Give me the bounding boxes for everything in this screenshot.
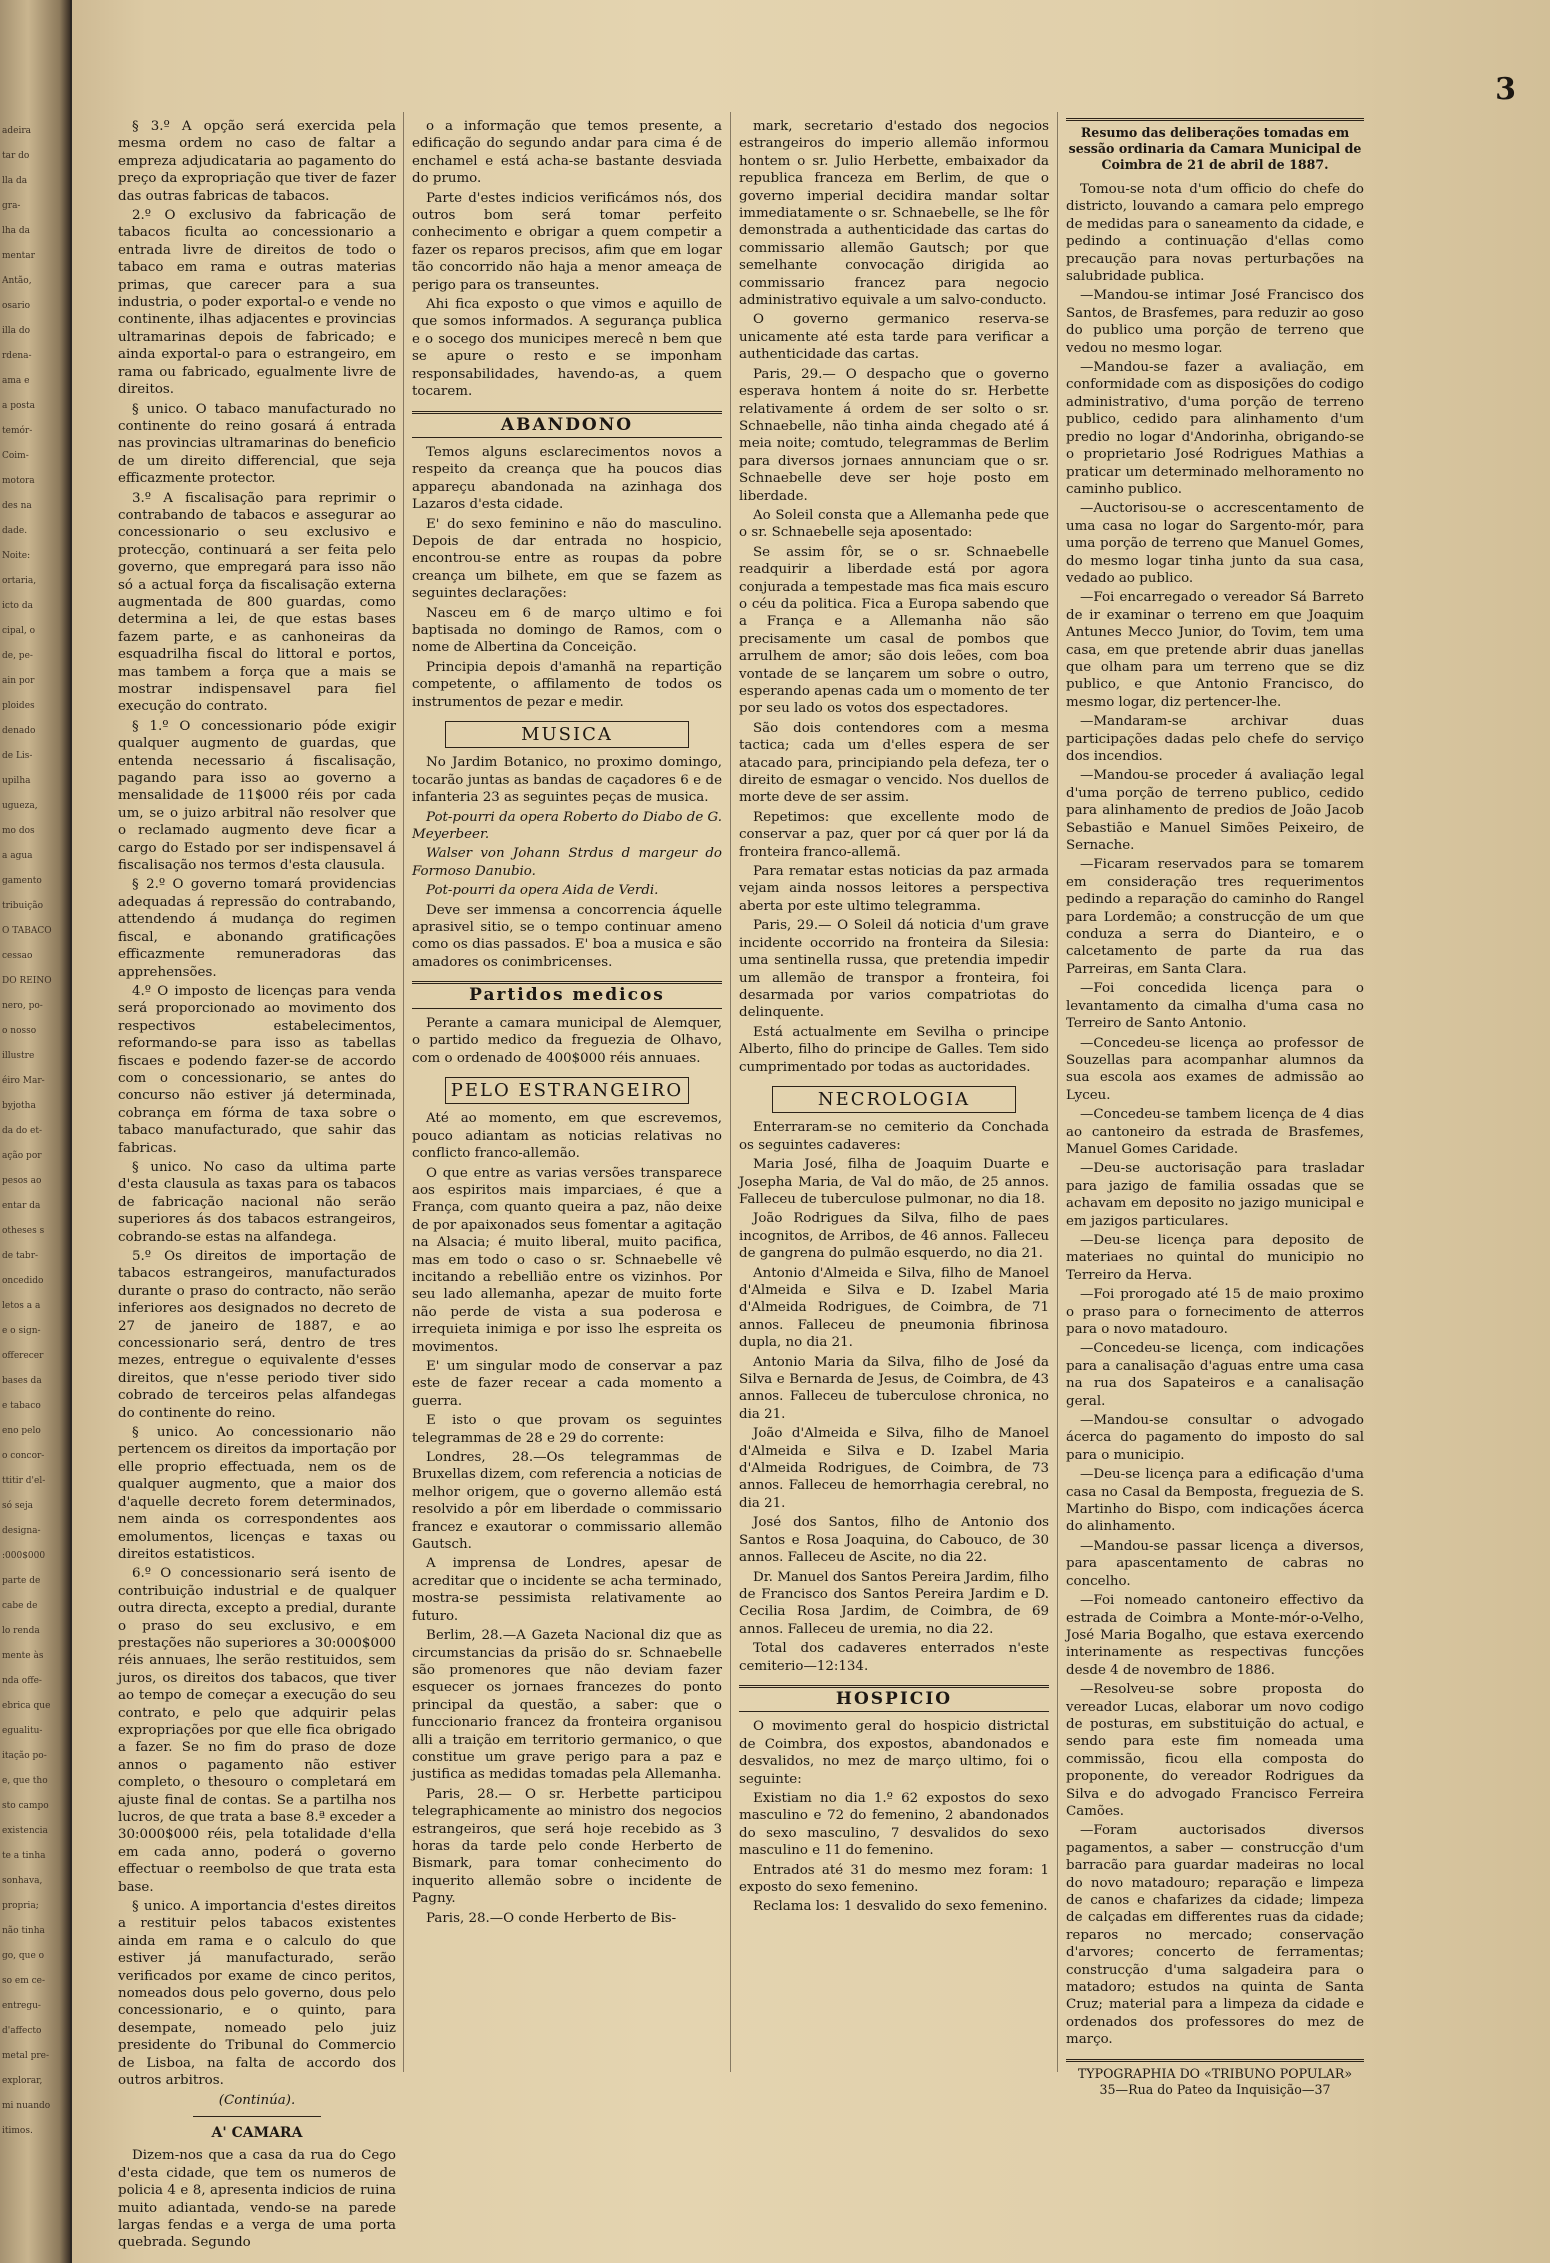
paragraph: § unico. O tabaco manufacturado no continente do reino gosará á entrada nas provincias ultramarinas do beneficio de um direito differencial, que seja efficazmente protector. bbox=[118, 401, 396, 487]
column-rule bbox=[403, 112, 404, 2072]
necrologia-entry: João d'Almeida e Silva, filho de Manoel d'Almeida e Silva e D. Izabel Maria d'Almeida Rodrigues, de Coimbra, de 73 annos. Falleceu de hemorrhagia cerebral, no dia 21. bbox=[739, 1426, 1049, 1511]
deliberation-item: —Foi encarregado o vereador Sá Barreto de ir examinar o terreno em que Joaquim Antunes Mecco Junior, do Tovim, tem uma casa, em que pretende abrir duas janellas que olham para um terreno que se diz publico, e que Antonio Francisco, do mesmo logar, diz pertencer-lhe. bbox=[1066, 590, 1364, 710]
paragraph: § 1.º O concessionario póde exigir qualquer augmento de guardas, que entenda necessario á fiscalisação, pagando para isso ao governo a mensalidade de 11$000 réis por cada um, se o juizo arbitral não resolver que o reclamado augmento deve ficar a cargo do Estado por ser indispensavel á fiscalisação nos termos d'esta clausula. bbox=[118, 718, 396, 874]
paragraph: E' do sexo feminino e não do masculino. Depois de dar entrada no hospicio, encontrou-se entre as roupas da pobre creança um bilhete, em que se fazem as seguintes declarações: bbox=[412, 516, 722, 602]
paragraph: O movimento geral do hospicio districtal de Coimbra, dos expostos, abandonados e desvalidos, no mez de março ultimo, foi o seguinte: bbox=[739, 1719, 1049, 1787]
necrologia-entry: Maria José, filha de Joaquim Duarte e Josepha Maria, de Val do mão, de 25 annos. Falleceu de tuberculose pulmonar, no dia 18. bbox=[739, 1157, 1049, 1207]
left-page-fragment: de Lis- bbox=[2, 751, 33, 761]
deliberation-item: —Auctorisou-se o accrescentamento de uma casa no logar do Sargento-mór, para uma porção de terreno que Manuel Gomes, do mesmo logar tinha junto da sua casa, vedado ao publico. bbox=[1066, 501, 1364, 586]
left-page-fragment: letos a a bbox=[2, 1301, 41, 1311]
deliberation-item: —Mandaram-se archivar duas participações dadas pelo chefe do serviço dos incendios. bbox=[1066, 714, 1364, 764]
left-page-fragment: metal pre- bbox=[2, 2051, 50, 2061]
deliberation-item: —Concedeu-se tambem licença de 4 dias ao cantoneiro da estrada de Brasfemes, Manuel Gomes Caridade. bbox=[1066, 1107, 1364, 1157]
camara-resumo-heading: Resumo das deliberações tomadas em sessão ordinaria da Camara Municipal de Coimbra de 21 de abril de 1887. bbox=[1068, 125, 1362, 172]
deliberation-item: —Foi nomeado cantoneiro effectivo da estrada de Coimbra a Monte-mór-o-Velho, José Maria Bogalho, que estava exercendo interinamente as respectivas funcções desde 4 de novembro de 1886. bbox=[1066, 1593, 1364, 1678]
left-page-fragment: bases da bbox=[2, 1376, 42, 1386]
left-page-fragment: icto da bbox=[2, 601, 33, 611]
left-page-fragment: pesos ao bbox=[2, 1176, 42, 1186]
left-page-fragment: illustre bbox=[2, 1051, 35, 1061]
paragraph: A imprensa de Londres, apesar de acreditar que o incidente se acha terminado, mostra-se pessimista relativamente ao futuro. bbox=[412, 1556, 722, 1624]
left-page-fragment: de, pe- bbox=[2, 651, 33, 661]
deliberation-item: —Mandou-se intimar José Francisco dos Santos, de Brasfemes, para reduzir ao goso do publico uma porção de terreno que vedou no mesmo logar. bbox=[1066, 288, 1364, 356]
left-page-fragment: de tabr- bbox=[2, 1251, 39, 1261]
left-page-fragment: ama e bbox=[2, 376, 30, 386]
paragraph: Repetimos: que excellente modo de conservar a paz, quer por cá quer por lá da fronteira franco-allemã. bbox=[739, 809, 1049, 860]
left-page-fragment: Coim- bbox=[2, 451, 29, 461]
necrologia-entry: Antonio Maria da Silva, filho de José da Silva e Bernarda de Jesus, de Coimbra, de 43 annos. Falleceu de tuberculose chronica, no dia 21. bbox=[739, 1354, 1049, 1422]
paragraph: mark, secretario d'estado dos negocios estrangeiros do imperio allemão informou hontem o sr. Julio Herbette, embaixador da republica franceza em Berlim, de que o governo imperial decidira mandar soltar immediatamente o sr. Schnaebelle, se lhe fôr demonstrada a authenticidade das cartas do commissario allemão Gautsch; por que semelhante convocação dirigida ao commissario francez para negocio administrativo equivale a um salvo-conducto. bbox=[739, 119, 1049, 309]
partidos-text: Perante a camara municipal de Alemquer, o partido medico da freguezia de Olhavo, com o ordenado de 400$000 réis annuaes. bbox=[412, 1015, 722, 1066]
left-page-fragment: ploides bbox=[2, 701, 35, 711]
partidos-heading: Partidos medicos bbox=[412, 981, 722, 1008]
estrangeiro-article bbox=[412, 1110, 722, 1927]
necrologia-entry: João Rodrigues da Silva, filho de paes incognitos, de Arribos, de 46 annos. Falleceu de gangrena do pulmão esquerdo, no dia 21. bbox=[739, 1211, 1049, 1262]
paragraph: Existiam no dia 1.º 62 expostos do sexo masculino e 72 do femenino, 2 abandonados do sexo masculino, 7 desvalidos do sexo masculino e 11 do femenino. bbox=[739, 1790, 1049, 1859]
left-page-fragment: da do et- bbox=[2, 1126, 43, 1136]
paragraph: Está actualmente em Sevilha o principe Alberto, filho do principe de Galles. Tem sido cumprimentado por todas as auctoridades. bbox=[739, 1024, 1049, 1075]
left-page-fragment: motora bbox=[2, 476, 35, 486]
column-2 bbox=[412, 118, 722, 2168]
paragraph: Berlim, 28.—A Gazeta Nacional diz que as circumstancias da prisão do sr. Schnaebelle são promenores que não deviam fazer esquecer os jornaes francezes do ponto principal da questão, a saber: que o funccionario francez da fronteira organisou alli a traição em territorio germanico, o que constitue um grave perigo para a paz e justifica as medidas tomadas pela Allemanha. bbox=[412, 1628, 722, 1783]
left-page-fragment: :000$000 bbox=[2, 1551, 46, 1561]
paragraph: § unico. A importancia d'estes direitos a restituir pelos tabacos existentes ainda em rama e o calculo do que estiver já manufacturado, serão verificados por exame de cinco peritos, nomeados dous pelo governo, dous pelo concessionario, e o quinto, para desempate, nomeado pelo juiz presidente do Tribunal do Commercio de Lisboa, na falta de accordo dos outros arbitros. bbox=[118, 1899, 396, 2089]
left-page-fragment: cipal, o bbox=[2, 626, 36, 636]
musica-heading: MUSICA bbox=[445, 721, 689, 748]
left-page-fragment: nda offe- bbox=[2, 1676, 42, 1686]
paragraph: Paris, 28.—O conde Herberto de Bis- bbox=[426, 1910, 677, 1926]
telegrammas-continued bbox=[739, 118, 1049, 1076]
left-page-fragment: osario bbox=[2, 301, 31, 311]
left-page-fragment: egualitu- bbox=[2, 1726, 43, 1736]
musica-item: Pot-pourri da opera Aida de Verdi. bbox=[426, 883, 659, 899]
left-page-fragment: ugueza, bbox=[2, 801, 38, 811]
column-rule bbox=[1057, 112, 1058, 2072]
continua-note: (Continúa). bbox=[218, 2092, 296, 2108]
left-page-fragment: designa- bbox=[2, 1526, 41, 1536]
left-page-fragment: adeira bbox=[2, 126, 31, 136]
estrangeiro-heading: PELO ESTRANGEIRO bbox=[445, 1077, 689, 1104]
deliberation-item: —Deu-se auctorisação para trasladar para jazigo de familia ossadas que se achavam em deposito no jazigo municipal e em jazigos particulares. bbox=[1066, 1161, 1364, 1229]
left-page-fragment: o nosso bbox=[2, 1026, 37, 1036]
paragraph: Reclama los: 1 desvalido do sexo femenino. bbox=[753, 1899, 1048, 1915]
left-page-edge bbox=[0, 0, 70, 2263]
camara-heading: A' CAMARA bbox=[211, 2124, 303, 2141]
left-page-fragment: cabe de bbox=[2, 1601, 38, 1611]
divider bbox=[193, 2116, 321, 2117]
deliberation-item: —Ficaram reservados para se tomarem em consideração tres requerimentos pedindo a reparação do caminho do Rangel para Lordemão; a construcção de um que conduza a serra do Dianteiro, e o calcetamento de parte da rua das Parreiras, em Santa Clara. bbox=[1066, 857, 1364, 977]
left-page-fragment: denado bbox=[2, 726, 36, 736]
paragraph: Paris, 29.— O Soleil dá noticia d'um grave incidente occorrido na fronteira da Silesia: uma sentinella russa, que pretendia impedir um allemão de transpor a fronteira, foi desarmada por varios compatriotas do delinquente. bbox=[739, 918, 1049, 1021]
musica-outro: Deve ser immensa a concorrencia áquelle aprasivel sitio, se o tempo continuar ameno como os dias passados. E' boa a musica e são amadores os conimbricenses. bbox=[412, 902, 722, 970]
paragraph: Para rematar estas noticias da paz armada vejam ainda nossos leitores a perspectiva aberta por este ultimo telegramma. bbox=[739, 864, 1049, 914]
left-page-fragment: ain por bbox=[2, 676, 35, 686]
paragraph: 6.º O concessionario será isento de contribuição industrial e de qualquer outra directa, excepto a predial, durante o praso do seu exclusivo, e em prestações não superiores a 30:000$000 réis annuaes, lhe serão restituidos, sem juros, os direitos dos tabacos, que tiver ao tempo de começar a execução do seu contrato, e pelo que adquirir pelas expropriações por que elle fica obrigado a fazer. Se no fim do praso de doze annos o pagamento não estiver completo, o thesouro o completará em ajuste final de contas. Se a partilha nos lucros, de que trata a base 8.ª exceder a 30:000$000 réis, pela totalidade d'ella em cada anno, poderá o governo effectuar o reembolso de que trata esta base. bbox=[118, 1566, 396, 1895]
paragraph: Londres, 28.—Os telegrammas de Bruxellas dizem, com referencia a noticias de melhor origem, que o governo allemão está resolvido a pôr em liberdade o commissario francez e exautorar o commissario allemão Gautsch. bbox=[412, 1450, 722, 1553]
tabaco-bases-article bbox=[118, 118, 396, 2090]
deliberation-item: —Resolveu-se sobre proposta do vereador Lucas, elaborar um novo codigo de posturas, em substituição do actual, e sendo para este fim nomeada uma commissão, ficou ella composta do proponente, do vereador Rodrigues da Silva e do advogado Francisco Ferreira Camões. bbox=[1066, 1682, 1364, 1819]
left-page-fragment: mo dos bbox=[2, 826, 35, 836]
paragraph: Ao Soleil consta que a Allemanha pede que o sr. Schnaebelle seja aposentado: bbox=[739, 507, 1049, 541]
left-page-fragment: a posta bbox=[2, 401, 36, 411]
deliberation-item: —Foi prorogado até 15 de maio proximo o praso para o fornecimento de atterros para o novo matadouro. bbox=[1066, 1287, 1364, 1337]
deliberation-item: —Mandou-se passar licença a diversos, para apascentamento de cabras no concelho. bbox=[1066, 1538, 1364, 1589]
left-page-fragment: illa do bbox=[2, 326, 31, 336]
hospicio-heading: HOSPICIO bbox=[739, 1685, 1049, 1712]
deliberation-item: —Concedeu-se licença ao professor de Souzellas para acompanhar alumnos da sua escola aos exames de admissão ao Lyceu. bbox=[1066, 1035, 1364, 1103]
left-page-fragment: propria; bbox=[2, 1901, 39, 1911]
left-page-fragment: e tabaco bbox=[2, 1401, 41, 1411]
hospicio-report bbox=[739, 1718, 1049, 1915]
deliberation-item: —Mandou-se proceder á avaliação legal d'uma porção de terreno publico, cedido para alinhamento de predios de João Jacob Sebastião e Manuel Simões Peixeiro, de Sernache. bbox=[1066, 768, 1364, 854]
left-page-fragment: gra- bbox=[2, 201, 21, 211]
left-page-fragment: te a tinha bbox=[2, 1851, 46, 1861]
left-page-fragment: DO REINO bbox=[2, 976, 52, 986]
deliberation-item: —Foi concedida licença para o levantamento da cimalha d'uma casa no Terreiro de Santo Antonio. bbox=[1066, 981, 1364, 1032]
column-4 bbox=[1066, 118, 1364, 2168]
deliberation-item: —Deu-se licença para deposito de materiaes no quintal do municipio no Terreiro da Herva. bbox=[1066, 1232, 1364, 1283]
paragraph: § unico. No caso da ultima parte d'esta clausula as taxas para os tabacos de fabricação nacional não serão superiores ás dos tabacos estrangeiros, cobrando-se estas na alfandega. bbox=[118, 1159, 396, 1245]
left-page-fragment: a agua bbox=[2, 851, 33, 861]
divider bbox=[1066, 118, 1364, 121]
musica-intro: No Jardim Botanico, no proximo domingo, tocarão juntas as bandas de caçadores 6 e de infanteria 23 as seguintes peças de musica. bbox=[412, 755, 722, 806]
paragraph: § 2.º O governo tomará providencias adequadas á repressão do contrabando, attendendo á mudança do regimen fiscal, e abonando gratificações efficazmente remuneradoras das apprehensões. bbox=[118, 877, 396, 980]
left-page-fragment: ortaria, bbox=[2, 576, 37, 586]
paragraph: Nasceu em 6 de março ultimo e foi baptisada no domingo de Ramos, com o nome de Albertina da Conceição. bbox=[412, 605, 722, 656]
left-page-fragment: não tinha bbox=[2, 1926, 45, 1936]
left-page-fragment: ação por bbox=[2, 1151, 42, 1161]
newspaper-page bbox=[72, 0, 1550, 2263]
paragraph: Paris, 29.— O despacho que o governo esperava hontem á noite do sr. Herbette relativamente á ordem de ser solto o sr. Schnaebelle, não tinha ainda chegado até á meia noite; comtudo, telegrammas de Berlim para diversos jornaes annunciam que o sr. Schnaebelle deve ser hoje posto em liberdade. bbox=[739, 366, 1049, 504]
left-page-fragment: temór- bbox=[2, 426, 33, 436]
left-page-fragment: byjotha bbox=[2, 1101, 36, 1111]
left-page-fragment: lo renda bbox=[2, 1626, 40, 1636]
left-page-fragment: ebrica que bbox=[2, 1701, 51, 1711]
left-page-fragment: o concor- bbox=[2, 1451, 45, 1461]
left-page-fragment: mentar bbox=[2, 251, 35, 261]
deliberation-item: —Deu-se licença para a edificação d'uma casa no Casal da Bemposta, freguezia de S. Martinho do Bispo, com indicações ácerca do alinhamento. bbox=[1066, 1467, 1364, 1535]
paragraph: Principia depois d'amanhã na repartição competente, o affilamento de todos os instrumentos de pezar e medir. bbox=[412, 659, 722, 710]
abandono-heading: ABANDONO bbox=[412, 411, 722, 438]
left-page-fragment: O TABACO bbox=[2, 926, 52, 936]
left-page-fragment: lha da bbox=[2, 226, 31, 236]
musica-program bbox=[412, 809, 722, 900]
deliberation-item: —Foram auctorisados diversos pagamentos, a saber — construcção d'um barracão para guardar madeiras no local do novo matadouro; reparação e limpeza de canos e chafarizes da cidade; limpeza de calçadas em differentes ruas da cidade; reparos no mercado; conservação d'arvores; concerto de ferramentas; construcção d'uma salgadeira para o matadoro; estudos na quinta de Santa Cruz; material para a limpeza da cidade e ordenados dos professores do mez de março. bbox=[1066, 1823, 1364, 2048]
left-page-fragment: mi nuando bbox=[2, 2101, 51, 2111]
column-3 bbox=[739, 118, 1049, 2168]
paragraph: O que entre as varias versões transparece aos espiritos mais imparciaes, é que a França, com quanto queira a paz, não deixe de por apaixonados seus fomentar a agitação na Alsacia; é muito liberal, muito pacifica, mas em todo o caso o sr. Schnaebelle vê incitando a rebellião entre os vizinhos. Por seu lado allemanha, apezar de muito forte não perde de vista a sua poderosa e irrequieta inimiga e por isso lhe espreita os movimentos. bbox=[412, 1165, 722, 1355]
left-page-fragment: e o sign- bbox=[2, 1326, 41, 1336]
column-1 bbox=[118, 118, 396, 2251]
paragraph: Entrados até 31 do mesmo mez foram: 1 exposto do sexo femenino. bbox=[739, 1862, 1049, 1895]
left-page-fragment: tar do bbox=[2, 151, 30, 161]
musica-item: Walser von Johann Strdus d margeur do Formoso Danubio. bbox=[412, 846, 722, 879]
left-page-fragment: rdena- bbox=[2, 351, 32, 361]
paragraph: E' um singular modo de conservar a paz este de fazer recear a cada momento a guerra. bbox=[412, 1359, 722, 1409]
left-page-fragment: des na bbox=[2, 501, 32, 511]
left-page-fragment: upilha bbox=[2, 776, 31, 786]
necrologia-heading: NECROLOGIA bbox=[772, 1086, 1016, 1113]
left-page-fragment: gamento bbox=[2, 876, 42, 886]
left-page-fragment: entar da bbox=[2, 1201, 41, 1211]
page-number: 3 bbox=[1495, 72, 1516, 107]
left-page-fragment: offerecer bbox=[2, 1351, 44, 1361]
paragraph: § unico. Ao concessionario não pertencem os direitos da importação por elle proprio effectuada, nem os de qualquer augmento, que a maior dos d'aquelle decreto forem determinados, nem ainda os correspondentes aos emolumentos, licenças e taxas ou direitos estatisticos. bbox=[118, 1425, 396, 1562]
necrologia-entry: Antonio d'Almeida e Silva, filho de Manoel d'Almeida e Silva e D. Izabel Maria d'Almeida Rodrigues, de Coimbra, de 71 annos. Falleceu de pneumonia fibrinosa dupla, no dia 21. bbox=[739, 1265, 1049, 1351]
necrologia-entry: Total dos cadaveres enterrados n'este cemiterio—12:134. bbox=[739, 1641, 1049, 1674]
left-page-fragment: sto campo bbox=[2, 1801, 49, 1811]
necrologia-entry: Enterraram-se no cemiterio da Conchada os seguintes cadaveres: bbox=[739, 1120, 1049, 1153]
left-page-fragment: mente às bbox=[2, 1651, 44, 1661]
left-page-fragment: cessao bbox=[2, 951, 33, 961]
paragraph: o a informação que temos presente, a edificação do segundo andar para cima é de enchamel e está acha-se bastante desviada do prumo. bbox=[412, 119, 722, 187]
left-page-fragment: entregu- bbox=[2, 2001, 41, 2011]
left-page-fragment: d'affecto bbox=[2, 2026, 42, 2036]
column-rule bbox=[730, 112, 731, 2072]
paragraph: 5.º Os direitos de importação de tabacos estrangeiros, manufacturados durante o praso do contracto, não serão inferiores aos designados no decreto de 27 de janeiro de 1887, e ao concessionario será, dentro de tres mezes, entregue o equivalente d'esses direitos, que n'esse periodo tiver sido cobrado de terceiros pelas alfandegas do continente do reino. bbox=[118, 1249, 396, 1421]
left-page-fragment: ttitir d'el- bbox=[2, 1476, 46, 1486]
deliberation-item: —Mandou-se consultar o advogado ácerca do pagamento do imposto do sal para o municipio. bbox=[1066, 1413, 1364, 1463]
left-page-fragment: otheses s bbox=[2, 1226, 45, 1236]
necrologia-list bbox=[739, 1119, 1049, 1675]
printer-address: 35—Rua do Pateo da Inquisição—37 bbox=[1099, 2081, 1331, 2097]
deliberation-item: —Concedeu-se licença, com indicações para a canalisação d'aguas entre uma casa na rua dos Sapateiros e a canalisação geral. bbox=[1066, 1341, 1364, 1409]
paragraph: 4.º O imposto de licenças para venda será proporcionado ao movimento dos respectivos estabelecimentos, reformando-se para isso as tabellas fiscaes e podendo fazer-se de accordo com o concessionario, se antes do concurso não estiver já determinada, cobrança em fórma de taxa sobre o tabaco manufacturado, que sahir das fabricas. bbox=[118, 983, 396, 1156]
camara-text: Dizem-nos que a casa da rua do Cego d'esta cidade, que tem os numeros de policia 4 e 8, apresenta indicios de ruina muito adiantada, vendo-se na parede largas fendas e a verga de uma porta quebrada. Segundo bbox=[118, 2148, 396, 2251]
left-page-fragment: dade. bbox=[2, 526, 28, 536]
paragraph: São dois contendores com a mesma tactica; cada um d'elles espera de ser atacado para, principiando pela defeza, ter o direito de esmagar o vencido. Nos duellos de morte deve de ser assim. bbox=[739, 720, 1049, 806]
left-page-fragment: parte de bbox=[2, 1576, 41, 1586]
paragraph: Temos alguns esclarecimentos novos a respeito da creança que ha poucos dias appareçu abandonada na azinhaga dos Lazaros d'esta cidade. bbox=[412, 444, 722, 513]
left-page-fragment: nero, po- bbox=[2, 1001, 43, 1011]
abandono-article bbox=[412, 444, 722, 711]
printer-name: TYPOGRAPHIA DO «TRIBUNO POPULAR» bbox=[1077, 2065, 1353, 2081]
left-page-fragment: éiro Mar- bbox=[2, 1076, 45, 1086]
left-page-fragment: lla da bbox=[2, 176, 28, 186]
necrologia-entry: Dr. Manuel dos Santos Pereira Jardim, filho de Francisco dos Santos Pereira Jardim e D. Cecilia Rosa Jardim, de Coimbra, de 69 annos. Falleceu de uremia, no dia 22. bbox=[739, 1569, 1049, 1637]
paragraph: 3.º A fiscalisação para reprimir o contrabando de tabacos e assegurar ao concessionario o seu exclusivo e protecção, continuará a ser feita pelo governo, que empregará para isso não só a actual força da fiscalisação externa augmentada de 800 guardas, como determina a lei, de que estas bases fazem parte, e as canhoneiras da esquadrilha fiscal do littoral e portos, mas tambem a força que a mais se mostrar indispensavel para fiel execução do contrato. bbox=[118, 490, 396, 715]
divider bbox=[1066, 2059, 1364, 2062]
paragraph: Se assim fôr, se o sr. Schnaebelle readquirir a liberdade está por agora conjurada a tempestade mas fica mais escuro o céu da politica. Fica a Europa sabendo que a França e a Allemanha não são precisamente um casal de pombos que arrulhem de amor; são dois leões, com boa vontade de se lançarem um sobre o outro, esperando apenas cada um o momento de ter por seu lado os votos dos espectadores. bbox=[739, 544, 1049, 717]
paragraph: Paris, 28.— O sr. Herbette participou telegraphicamente ao ministro dos negocios estrangeiros, que será hoje recebido as 3 horas da tarde pelo conde Herberto de Bismark, para tomar conhecimento do inquerito allemão sobre o incidente de Pagny. bbox=[412, 1786, 722, 1907]
left-page-fragment: tribuição bbox=[2, 901, 44, 911]
deliberation-item: —Mandou-se fazer a avaliação, em conformidade com as disposições do codigo administrativo, d'uma porção de terreno publico, cedido para alinhamento d'um predio no logar d'Andorinha, obrigando-se o proprietario José Rodrigues Mathias a praticar um determinado melhoramento no caminho publico. bbox=[1066, 360, 1364, 497]
left-page-fragment: eno pelo bbox=[2, 1426, 41, 1436]
left-page-fragment: itimos. bbox=[2, 2126, 33, 2136]
left-page-fragment: sonhava, bbox=[2, 1876, 43, 1886]
left-page-fragment: itação po- bbox=[2, 1751, 47, 1761]
left-page-fragment: so em ce- bbox=[2, 1976, 46, 1986]
musica-item: Pot-pourri da opera Roberto do Diabo de G. Meyerbeer. bbox=[412, 809, 722, 843]
necrologia-entry: José dos Santos, filho de Antonio dos Santos e Rosa Joaquina, do Cabouco, de 30 annos. Falleceu de Ascite, no dia 22. bbox=[739, 1515, 1049, 1566]
paragraph: § 3.º A opção será exercida pela mesma ordem no caso de faltar a empreza adjudicataria ao pagamento do preço da expropriação que tiver de fazer das outras fabricas de tabacos. bbox=[118, 119, 396, 204]
left-page-fragment: Noite: bbox=[2, 551, 31, 561]
left-page-fragment: Antão, bbox=[2, 276, 32, 286]
paragraph: Ahi fica exposto o que vimos e aquillo de que somos informados. A segurança publica e o socego dos municipes merecê n bem que se apure o resto e se imponham responsabilidades, havendo-as, a quem tocarem. bbox=[412, 297, 722, 400]
camara-resumo bbox=[1066, 181, 1364, 2049]
left-page-fragment: go, que o bbox=[2, 1951, 45, 1961]
paragraph: E isto o que provam os seguintes telegrammas de 28 e 29 do corrente: bbox=[412, 1413, 722, 1446]
paragraph: Parte d'estes indicios verificámos nós, dos outros bom será tomar perfeito conhecimento e obrigar a quem competir a fazer os reparos precisos, afim que em logar tão concorrido não haja a menor ameaça de perigo para os transeuntes. bbox=[412, 190, 722, 293]
paragraph: O governo germanico reserva-se unicamente até esta tarde para verificar a authenticidade das cartas. bbox=[739, 312, 1049, 363]
deliberation-item: Tomou-se nota d'um officio do chefe do districto, louvando a camara pelo emprego de medidas para o saneamento da cidade, e pedindo a continuação d'ellas como precaução para novas perturbações na salubridade publica. bbox=[1066, 182, 1364, 285]
left-page-fragment: oncedido bbox=[2, 1276, 44, 1286]
left-page-fragment: e, que tho bbox=[2, 1776, 48, 1786]
left-page-fragment: explorar, bbox=[2, 2076, 43, 2086]
left-page-fragment: só seja bbox=[2, 1501, 33, 1511]
paragraph: Até ao momento, em que escrevemos, pouco adiantam as noticias relativas no conflicto franco-allemão. bbox=[412, 1111, 722, 1162]
camara-continued bbox=[412, 118, 722, 401]
paragraph: 2.º O exclusivo da fabricação de tabacos ficulta ao concessionario a entrada livre de direitos de todo o tabaco em rama e outras materias primas, que carecer para a sua industria, o poder exportal-o e vende no continente, ilhas adjacentes e provincias ultramarinas depois de fabricado; e ainda exportal-o para o estrangeiro, em rama ou fabricado, egualmente livre de direitos. bbox=[118, 208, 396, 398]
left-page-fragment: existencia bbox=[2, 1826, 48, 1836]
